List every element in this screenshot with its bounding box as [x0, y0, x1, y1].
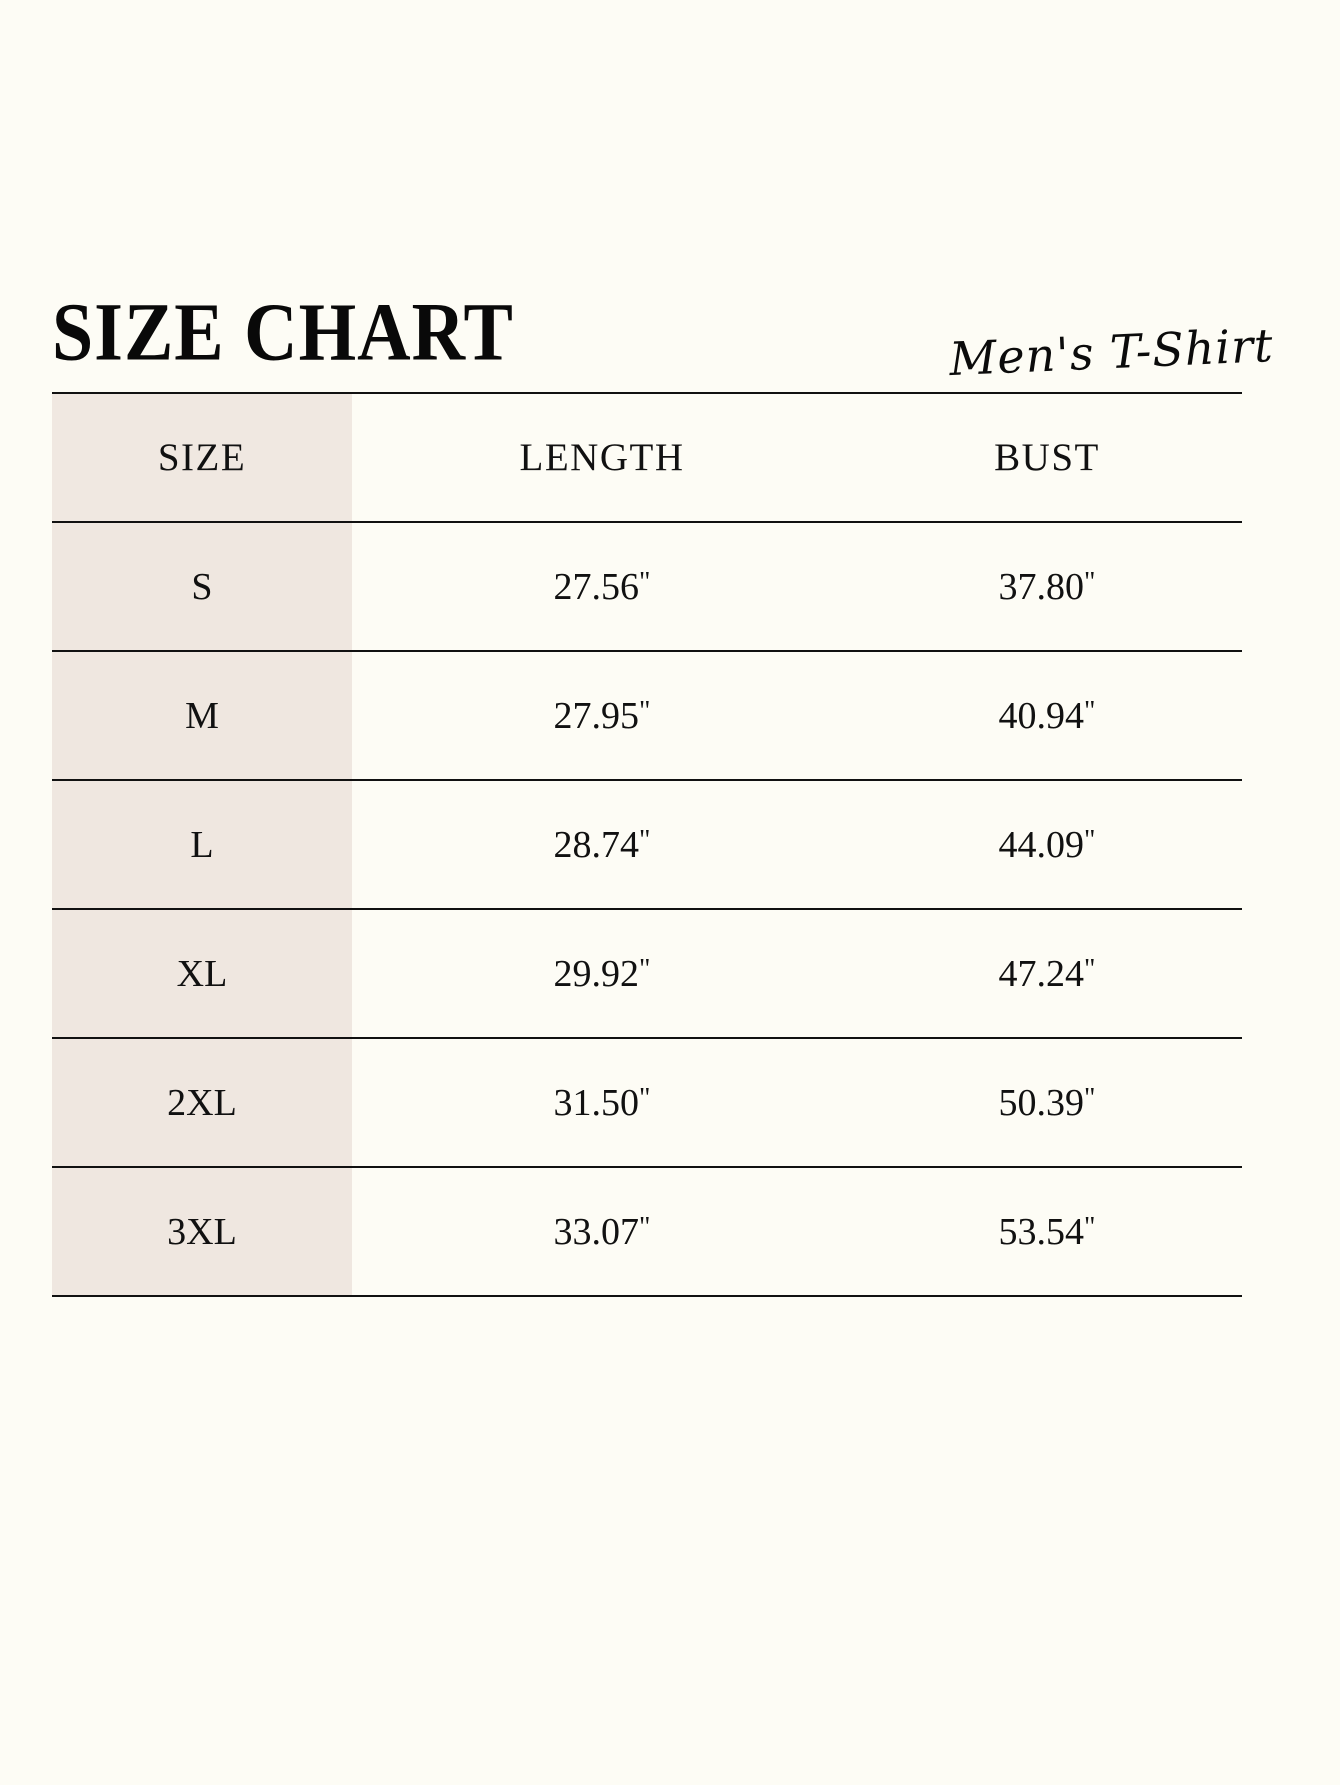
cell-length — [352, 1167, 852, 1296]
value-length: 28.74 — [553, 823, 640, 866]
value-bust: 47.24 — [998, 952, 1085, 995]
value-bust: 53.54 — [998, 1210, 1085, 1253]
cell-bust — [852, 522, 1242, 651]
cell-size: 3XL — [52, 1167, 352, 1296]
inch-mark: " — [639, 824, 651, 856]
cell-size: 2XL — [52, 1038, 352, 1167]
page-title: SIZE CHART — [52, 286, 514, 379]
table-header-row — [52, 393, 1242, 522]
value-length: 29.92 — [553, 952, 640, 995]
value-bust: 40.94 — [998, 694, 1085, 737]
inch-mark: " — [1084, 824, 1096, 856]
value-bust: 44.09 — [998, 823, 1085, 866]
table-row — [52, 780, 1242, 909]
chart-header — [50, 286, 1290, 392]
cell-bust — [852, 909, 1242, 1038]
cell-size: XL — [52, 909, 352, 1038]
inch-mark: " — [1084, 1211, 1096, 1243]
table-row — [52, 522, 1242, 651]
table-row — [52, 651, 1242, 780]
table-body — [52, 522, 1242, 1296]
inch-mark: " — [639, 1082, 651, 1114]
inch-mark: " — [639, 953, 651, 985]
value-length: 27.56 — [553, 565, 640, 608]
cell-bust — [852, 780, 1242, 909]
inch-mark: " — [1084, 1082, 1096, 1114]
table-row — [52, 1038, 1242, 1167]
table-row — [52, 1167, 1242, 1296]
cell-length — [352, 651, 852, 780]
size-chart-table — [52, 392, 1242, 1297]
size-chart-sheet — [50, 286, 1290, 1297]
value-bust: 50.39 — [998, 1081, 1085, 1124]
cell-length — [352, 780, 852, 909]
cell-bust — [852, 651, 1242, 780]
value-length: 31.50 — [553, 1081, 640, 1124]
column-header-length: LENGTH — [519, 436, 685, 479]
inch-mark: " — [639, 695, 651, 727]
cell-bust — [852, 1167, 1242, 1296]
cell-size: S — [52, 522, 352, 651]
cell-size: L — [52, 780, 352, 909]
column-header-size: SIZE — [52, 393, 352, 522]
table-row — [52, 909, 1242, 1038]
column-header-bust: BUST — [994, 436, 1100, 479]
inch-mark: " — [639, 566, 651, 598]
inch-mark: " — [1084, 953, 1096, 985]
table-header — [52, 393, 1242, 522]
value-bust: 37.80 — [998, 565, 1085, 608]
value-length: 27.95 — [553, 694, 640, 737]
inch-mark: " — [639, 1211, 651, 1243]
cell-size: M — [52, 651, 352, 780]
cell-length — [352, 522, 852, 651]
inch-mark: " — [1084, 695, 1096, 727]
cell-length — [352, 909, 852, 1038]
cell-length — [352, 1038, 852, 1167]
cell-bust — [852, 1038, 1242, 1167]
value-length: 33.07 — [553, 1210, 640, 1253]
inch-mark: " — [1084, 566, 1096, 598]
chart-subtitle: Men's T-Shirt — [947, 318, 1275, 387]
